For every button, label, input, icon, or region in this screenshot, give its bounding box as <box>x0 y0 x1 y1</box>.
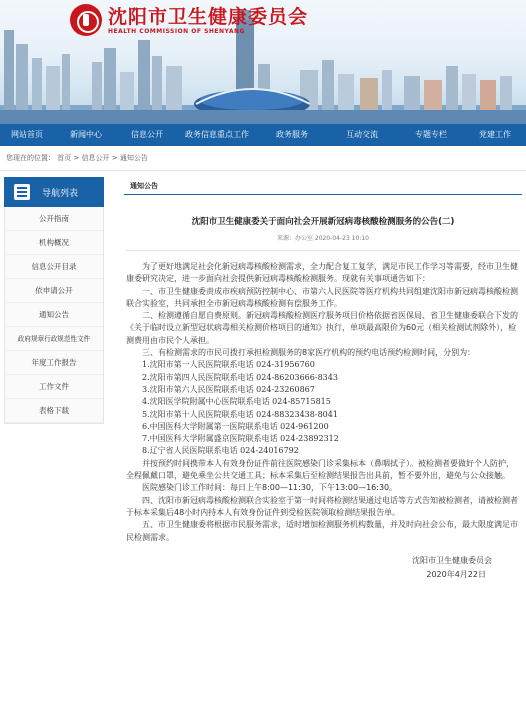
tab-bar <box>124 177 522 195</box>
paragraph: 为了更好地满足社会化新冠病毒核酸检测需求，全力配合复工复学，满足市民工作学习等需要，经市卫生健康委研究决定，进一步面向社会提供新冠病毒核酸检测服务。现就有关事项通告如下： <box>126 262 518 284</box>
nav-item-home[interactable]: 网站首页 <box>11 130 43 139</box>
article-title: 沈阳市卫生健康委关于面向社会开展新冠病毒核酸检测服务的公告(二) <box>191 217 455 227</box>
breadcrumb-separator: > <box>111 154 120 162</box>
divider <box>0 170 526 171</box>
article-body <box>124 251 522 582</box>
sidebar-item-catalog[interactable]: 信息公开目录 <box>5 255 103 279</box>
site-logo[interactable] <box>70 4 308 36</box>
header-banner <box>0 0 526 124</box>
hospital-phone-item: 3.沈阳市第六人民医院联系电话 024-23260867 <box>142 384 315 394</box>
sidebar-item-forms[interactable]: 表格下载 <box>5 399 103 423</box>
sidebar-item-notices[interactable]: 通知公告 <box>5 303 103 327</box>
nav-item-interaction[interactable]: 互动交流 <box>346 130 378 139</box>
breadcrumb-notices[interactable]: 通知公告 <box>119 154 148 162</box>
main-nav <box>0 124 526 146</box>
hospital-phone-item: 5.沈阳市第十人民医院联系电话 024-88323438-8041 <box>142 409 338 419</box>
paragraph: 三、有检测需求的市民可拨打承担检测服务的8家医疗机构的预约电话预约检测时间，分别为： <box>142 348 476 358</box>
paragraph: 二、检测遵循自愿自费原则。新冠病毒核酸检测医疗服务项目价格依据省医保局、省卫生健康委联合下发的《关于临时设立新型冠状病毒相关检测价格项目的通知》执行，单项最高限价为60元（相关检测试剂除外），检测费用由市民个人承担。 <box>126 311 518 345</box>
paragraph: 一、市卫生健康委责成市疾病预防控制中心、市第六人民医院等医疗机构共同组建沈阳市新冠病毒核酸检测联合实验室，共同承担全市新冠病毒核酸检测有偿服务工作。 <box>126 286 518 308</box>
paragraph: 并按预约时间携带本人有效身份证件前往医院感染门诊采集标本（鼻咽拭子）。被检测者要做好个人防护，全程佩戴口罩，避免乘坐公共交通工具；标本采集后至检测结果报告出具前，暂不要外出，避免与公众接触。 <box>126 458 514 481</box>
health-emblem-icon <box>70 4 102 36</box>
paragraph: 五、市卫生健康委将根据市民服务需求，适时增加检测服务机构数量，并及时向社会公布，最大限度满足市民检测需求。 <box>126 520 518 542</box>
sidebar-item-org-overview[interactable]: 机构概况 <box>5 231 103 255</box>
signature-date: 2020年4月22日 <box>426 569 486 579</box>
tab-notices[interactable]: 通知公告 <box>130 182 158 190</box>
nav-item-party-building[interactable]: 党建工作 <box>479 130 511 139</box>
hospital-phone-item: 4.沈阳医学院附属中心医院联系电话 024-85715815 <box>142 397 331 407</box>
nav-item-special-topics[interactable]: 专题专栏 <box>415 130 447 139</box>
sidebar-header <box>4 177 104 207</box>
sidebar-item-regulations[interactable]: 政府规章行政规范性文件 <box>5 327 103 351</box>
breadcrumb-separator: > <box>73 154 82 162</box>
paragraph: 四、沈阳市新冠病毒核酸检测联合实验室于第一时间将检测结果通过电话等方式告知被检测者，请被检测者于标本采集后48小时内持本人有效身份证件到受检医院领取检测结果报告单。 <box>126 495 518 517</box>
sidebar-item-guide[interactable]: 公开指南 <box>5 207 103 231</box>
breadcrumb <box>0 146 526 170</box>
site-name: 沈阳市卫生健康委员会 <box>108 5 309 28</box>
main-content <box>124 177 522 582</box>
paragraph: 医院感染门诊工作时间：每日上午8:00—11:30，下午13:00—16:30。 <box>142 483 398 493</box>
list-icon <box>14 184 30 200</box>
nav-item-key-work[interactable]: 政务信息重点工作 <box>185 130 249 139</box>
nav-item-news[interactable]: 新闻中心 <box>70 130 102 139</box>
nav-item-gov-services[interactable]: 政务服务 <box>276 130 308 139</box>
hospital-phone-item: 1.沈阳市第一人民医院联系电话 024-31956760 <box>142 360 315 370</box>
sidebar-item-work-docs[interactable]: 工作文件 <box>5 375 103 399</box>
sidebar-item-annual-report[interactable]: 年度工作报告 <box>5 351 103 375</box>
sidebar <box>4 177 104 424</box>
hospital-phone-item: 8.辽宁省人民医院联系电话 024-24016792 <box>142 446 299 456</box>
hospital-phone-item: 7.中国医科大学附属盛京医院联系电话 024-23892312 <box>142 434 339 444</box>
hospital-phone-item: 6.中国医科大学附属第一医院联系电话 024-961200 <box>142 421 329 431</box>
site-name-en: HEALTH COMMISSION OF SHENYANG <box>108 27 245 35</box>
breadcrumb-info-disclosure[interactable]: 信息公开 <box>81 154 110 162</box>
article-meta: 来源：办公室 2020-04-23 10:10 <box>277 235 369 242</box>
nav-item-info-disclosure[interactable]: 信息公开 <box>131 130 163 139</box>
sidebar-item-request[interactable]: 依申请公开 <box>5 279 103 303</box>
sidebar-list <box>4 207 104 424</box>
breadcrumb-prefix: 您现在的位置： <box>6 154 55 162</box>
signature: 沈阳市卫生健康委员会 <box>412 555 492 565</box>
hospital-phone-item: 2.沈阳市第四人民医院联系电话 024-86203666-8343 <box>142 372 338 382</box>
breadcrumb-home[interactable]: 首页 <box>57 154 72 162</box>
sidebar-title: 导航列表 <box>42 188 79 199</box>
